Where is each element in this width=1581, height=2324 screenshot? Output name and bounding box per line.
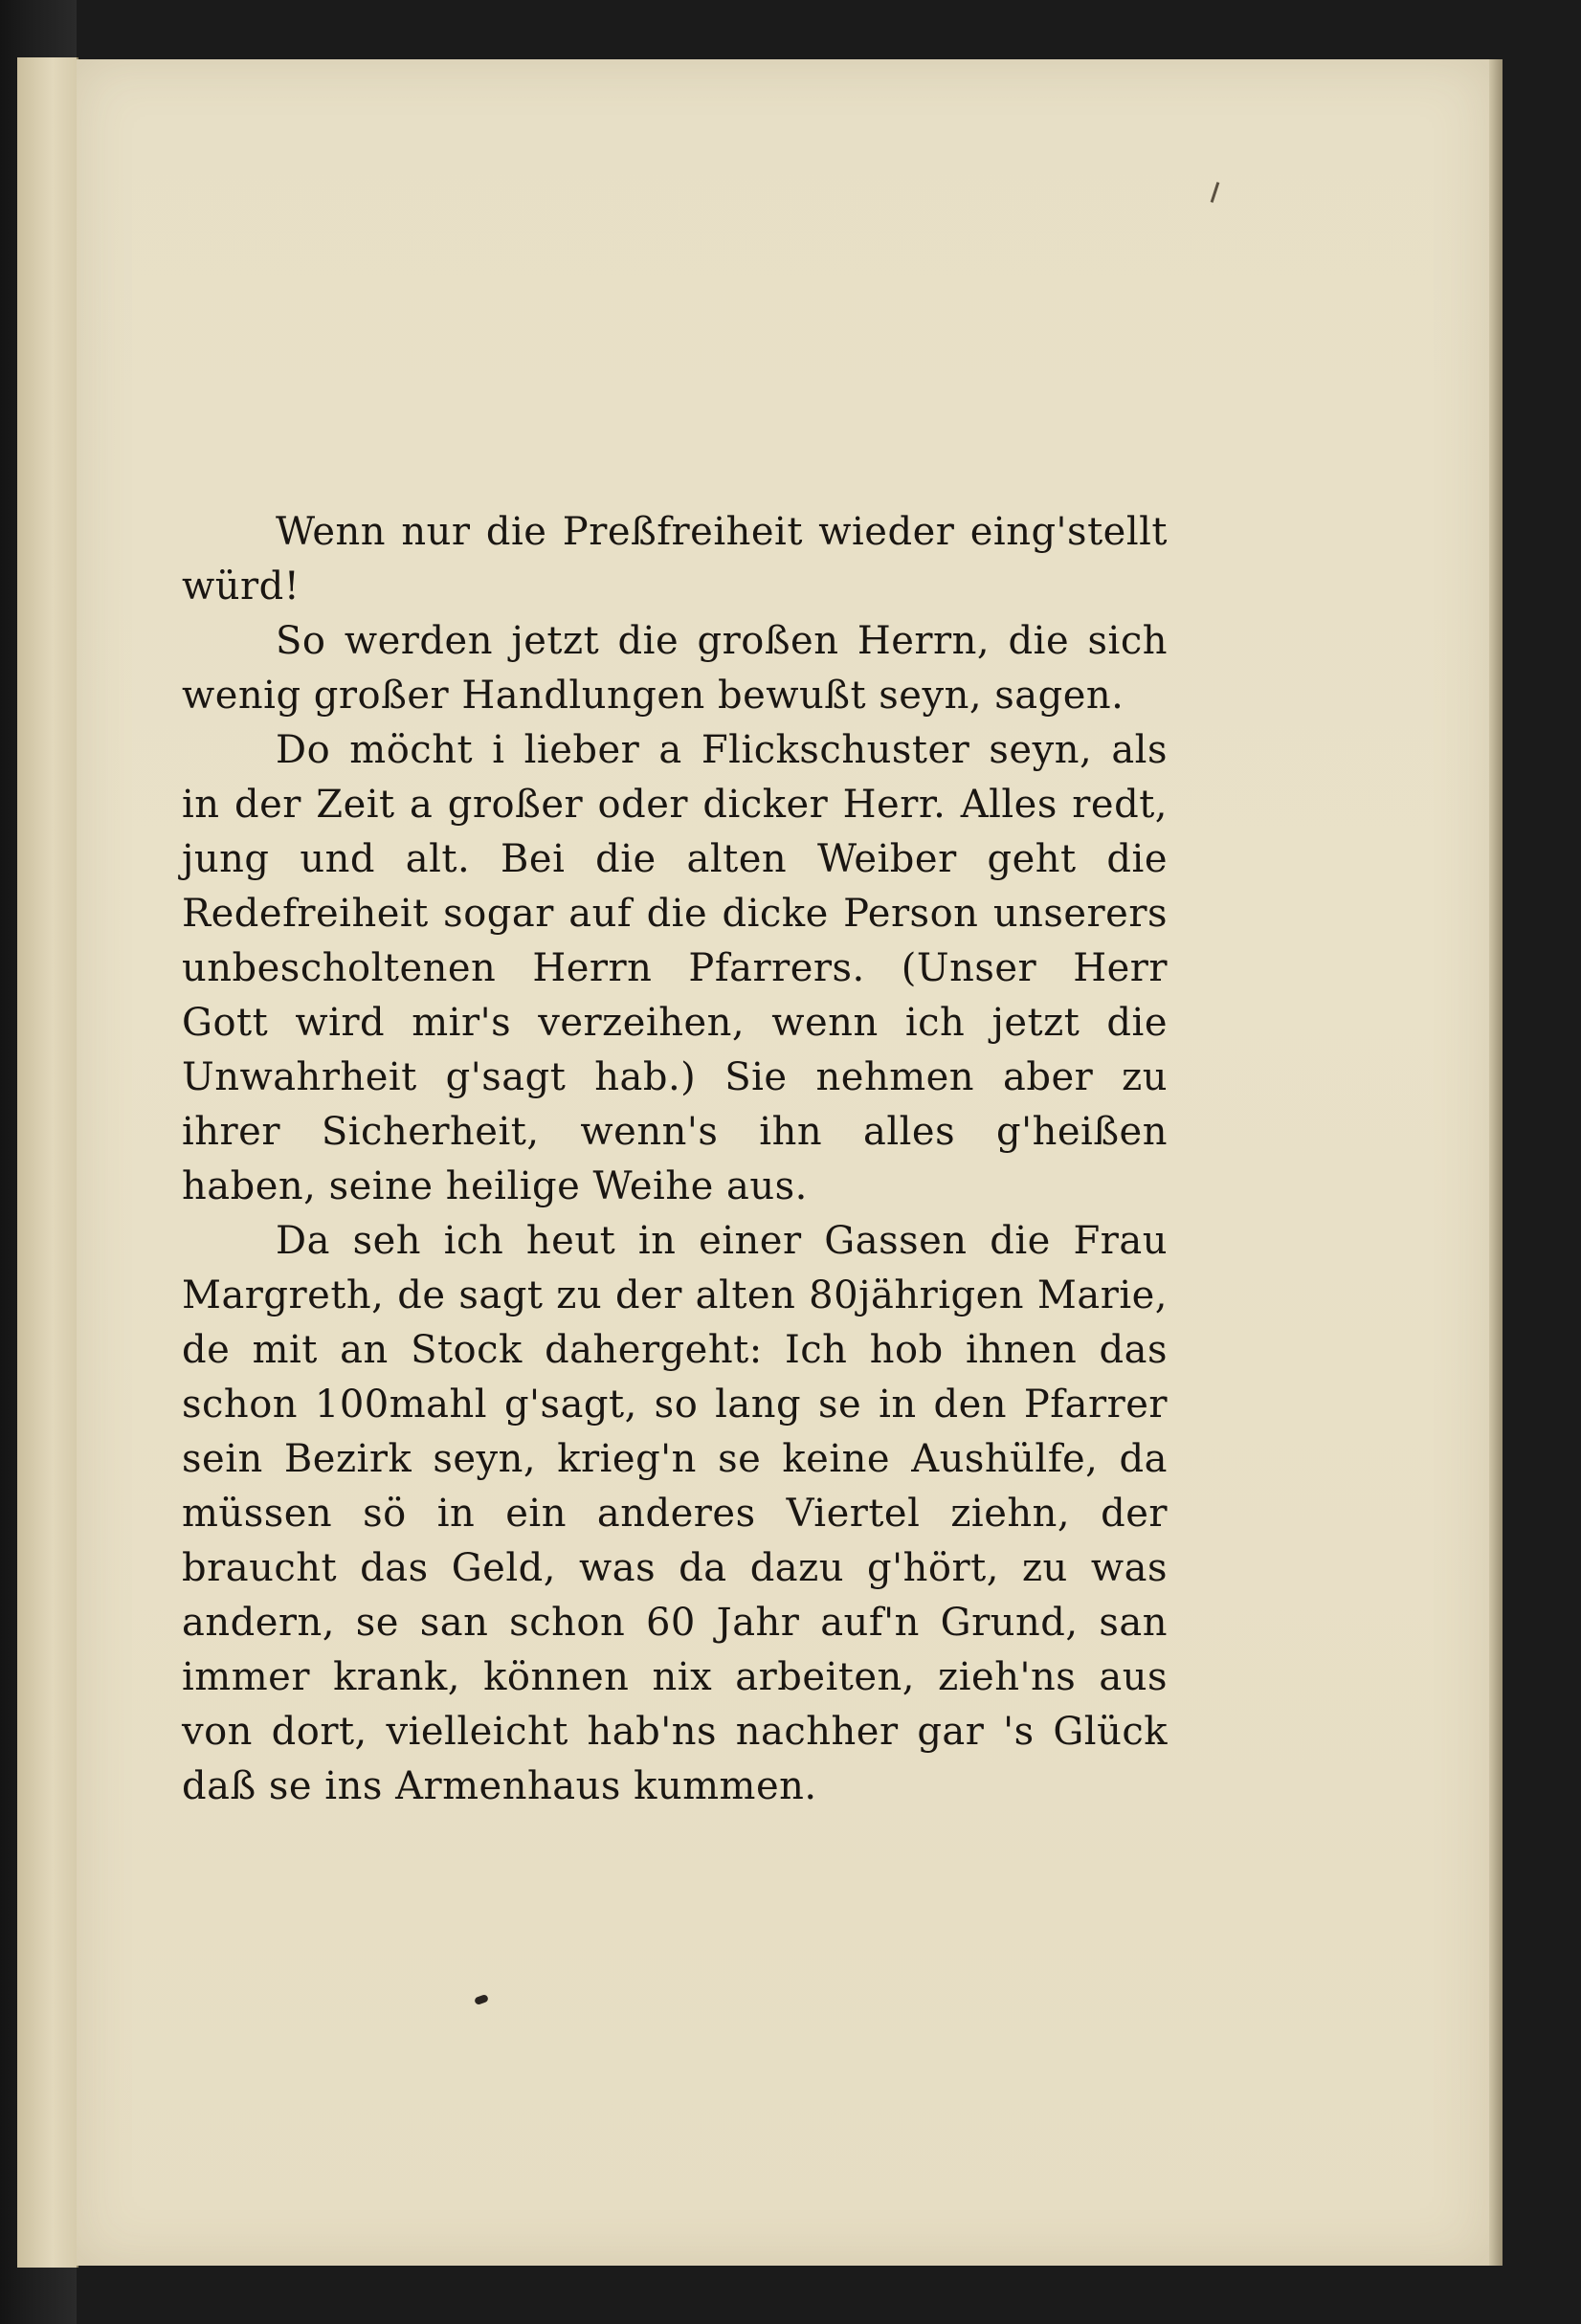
paragraph-4: Da seh ich heut in einer Gassen die Frau Margreth, de sagt zu der alten 80jährigen Marie, de mit an Stock dahergeht: Ich hob ihnen das schon 100mahl g'sagt, so lang se in den Pfarrer sein Bezirk seyn, krieg'n se keine Aushülfe, da müssen sö in ein anderes Viertel ziehn, der braucht das Geld, was da dazu g'hört, zu was andern, se san schon 60 Jahr auf'n Grund, san immer krank, können nix arbeiten, zieh'ns aus von dort, vielleicht hab'ns nachher gar 's Glück daß se ins Armenhaus kummen.: [182, 1219, 1168, 1808]
paragraph-1: Wenn nur die Preßfreiheit wieder eing'stellt würd!: [182, 510, 1168, 609]
paragraph-3: Do möcht i lieber a Flickschuster seyn, als in der Zeit a großer oder dicker Herr. Alles redt, jung und alt. Bei die alten Weiber geht die Redefreiheit sogar auf die dicke Person unserers unbescholtenen Herrn Pfarrers. (Unser Herr Gott wird mir's verzeihen, wenn ich jetzt die Unwahrheit g'sagt hab.) Sie nehmen aber zu ihrer Sicherheit, wenn's ihn alles g'heißen haben, seine heilige Weihe aus.: [182, 728, 1168, 1208]
page-body-text: [182, 505, 1168, 1814]
page-edge-shadow: [1489, 59, 1503, 2266]
paragraph-2: So werden jetzt die großen Herrn, die sich wenig großer Handlungen bewußt seyn, sagen.: [182, 619, 1168, 718]
facing-page-edge: [17, 57, 78, 2268]
